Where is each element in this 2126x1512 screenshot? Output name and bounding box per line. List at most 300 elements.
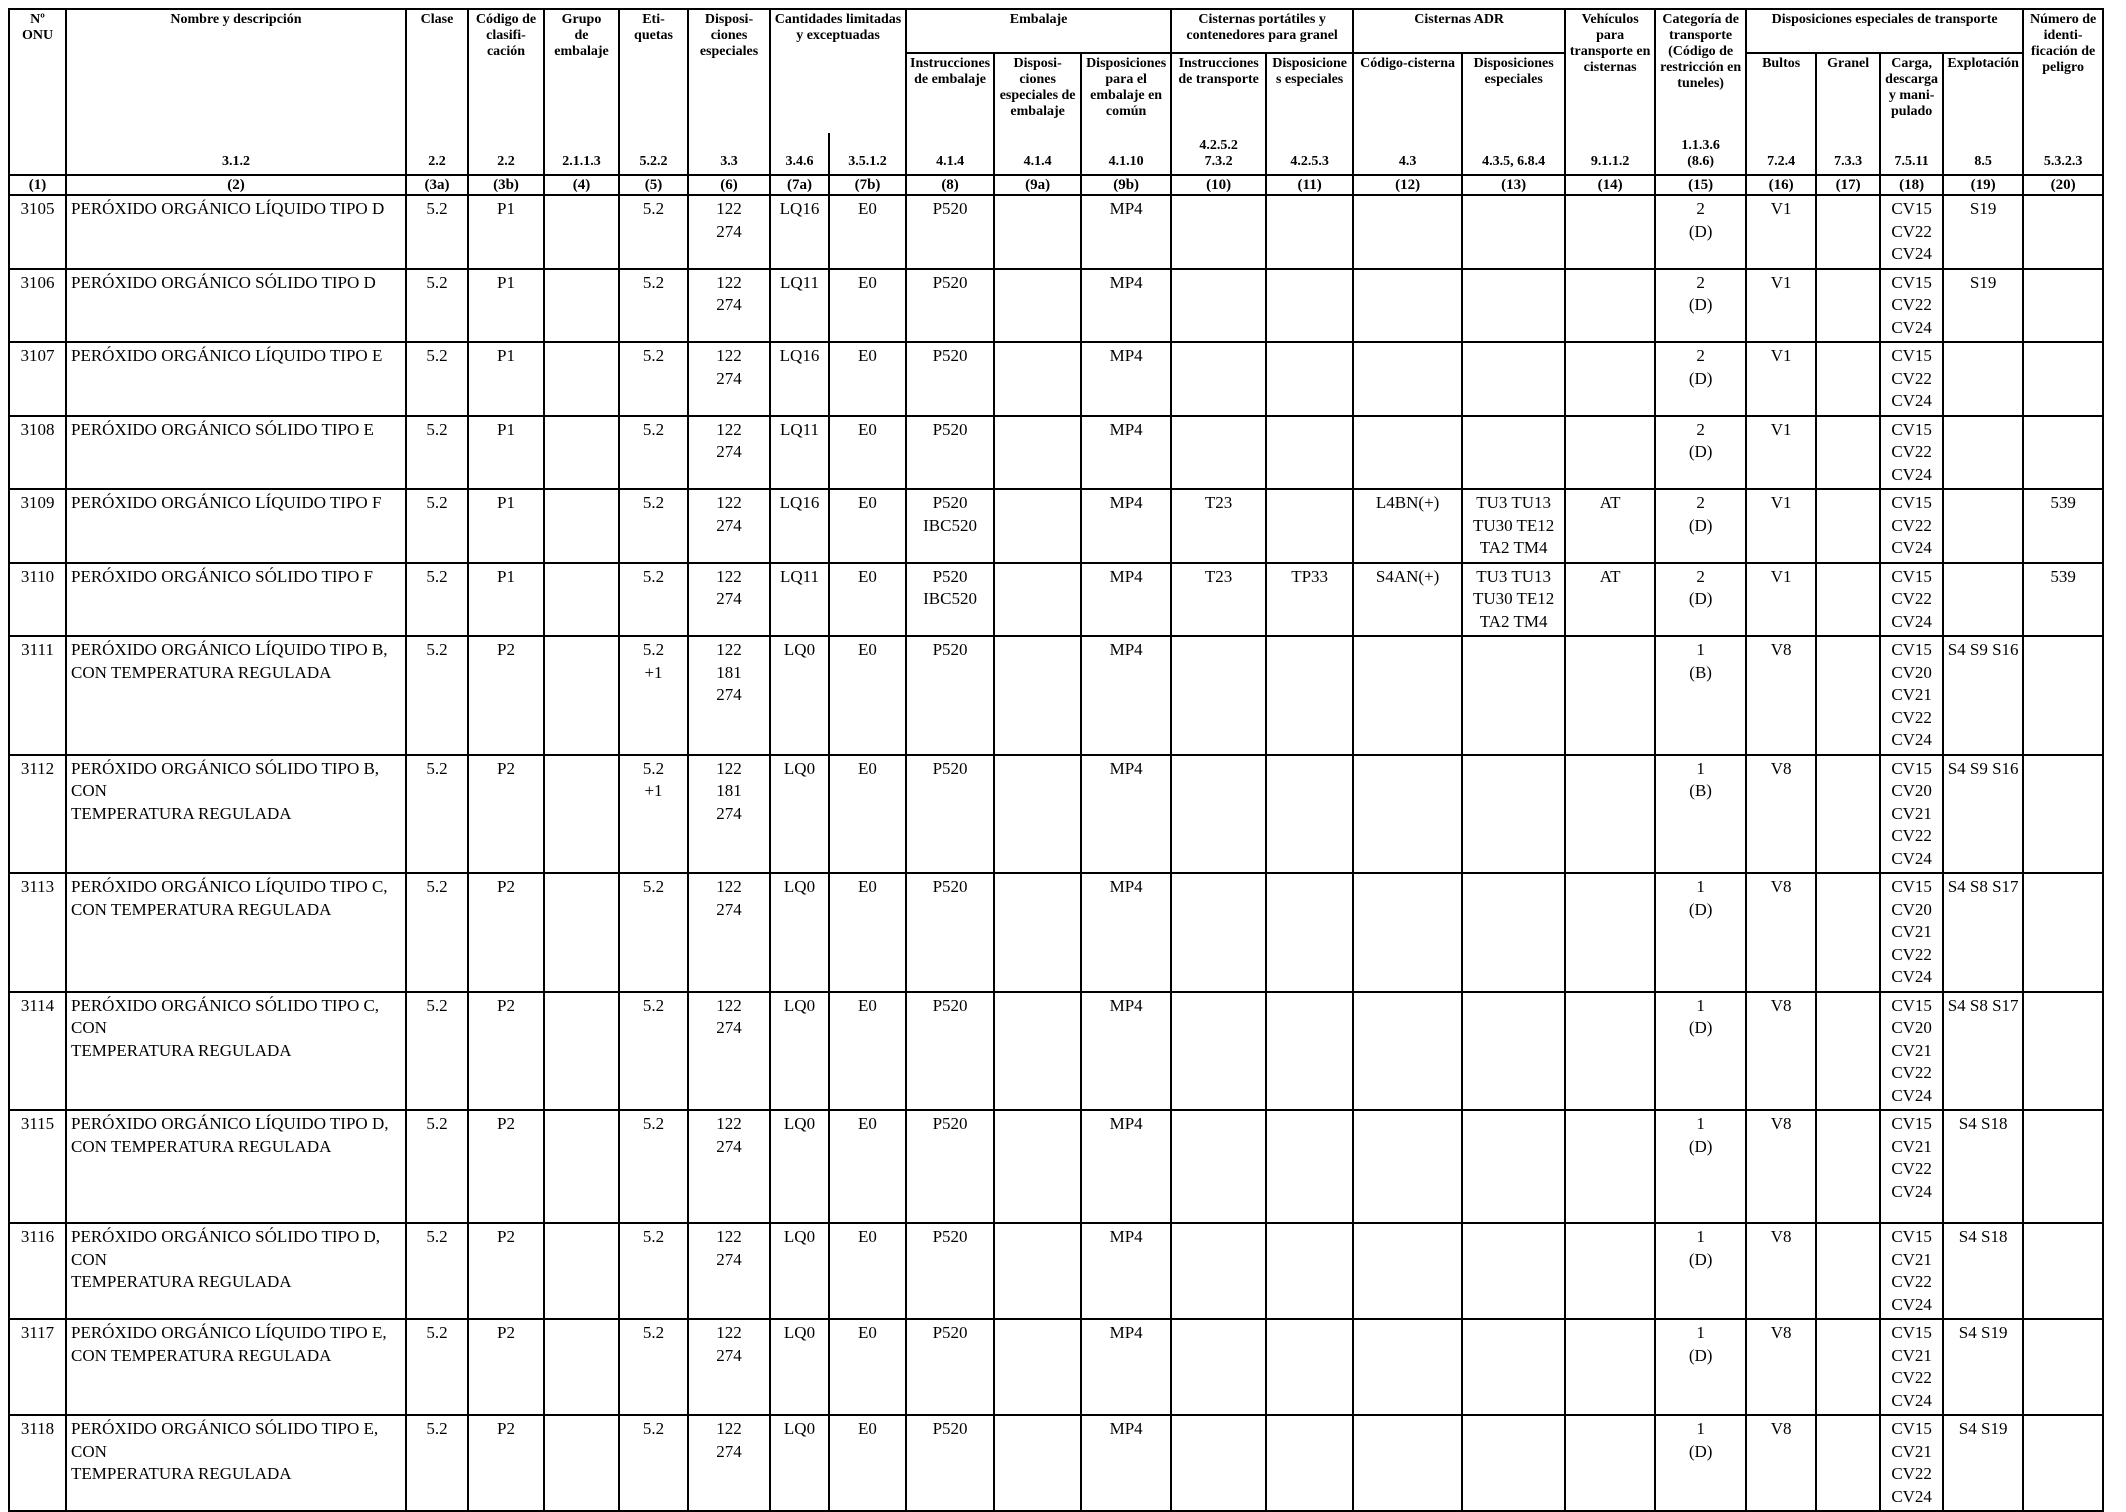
cell-portable-tank-instruction xyxy=(1171,416,1266,490)
header-categoria: Categoría de transporte (Código de restricción en tuneles) xyxy=(1655,9,1746,133)
cell-un-number: 3106 xyxy=(9,269,66,343)
cell-class: 5.2 xyxy=(406,1415,468,1511)
cell-labels: 5.2 xyxy=(619,489,688,563)
cell-operation-provision: S4 S9 S16 xyxy=(1943,755,2023,874)
cell-portable-tank-instruction xyxy=(1171,755,1266,874)
cell-labels: 5.2 xyxy=(619,269,688,343)
cell-classification-code: P1 xyxy=(468,563,544,637)
ref-bultos: 7.2.4 xyxy=(1746,133,1816,175)
cell-adr-tank-code xyxy=(1353,416,1462,490)
cell-classification-code: P2 xyxy=(468,755,544,874)
cell-hazard-id-number xyxy=(2023,195,2103,269)
header-adr-disp: Disposiciones especiales xyxy=(1462,53,1565,133)
cell-transport-category: 1 (B) xyxy=(1655,755,1746,874)
cell-mixed-packing: MP4 xyxy=(1081,269,1171,343)
cell-classification-code: P2 xyxy=(468,992,544,1111)
colnum-7b: (7b) xyxy=(829,175,906,195)
cell-packing-special-provisions xyxy=(994,563,1081,637)
cell-transport-category: 2 (D) xyxy=(1655,195,1746,269)
cell-packing-instruction: P520 xyxy=(906,636,994,755)
cell-loading-provision: CV15 CV22 CV24 xyxy=(1880,563,1943,637)
cell-portable-tank-instruction xyxy=(1171,1415,1266,1511)
cell-hazard-id-number xyxy=(2023,873,2103,992)
cell-limited-quantity: LQ11 xyxy=(770,269,829,343)
cell-excepted-quantity: E0 xyxy=(829,269,906,343)
cell-packing-special-provisions xyxy=(994,873,1081,992)
cell-loading-provision: CV15 CV22 CV24 xyxy=(1880,489,1943,563)
header-emb-instr: Instrucciones de embalaje xyxy=(906,53,994,133)
cell-portable-tank-provisions xyxy=(1266,755,1353,874)
cell-packing-instruction: P520 xyxy=(906,873,994,992)
ref-disposiciones: 3.3 xyxy=(688,133,770,175)
cell-portable-tank-provisions xyxy=(1266,342,1353,416)
cell-hazard-id-number: 539 xyxy=(2023,563,2103,637)
cell-tank-vehicle xyxy=(1565,1415,1655,1511)
cell-packing-instruction: P520 xyxy=(906,755,994,874)
header-un-no: Nº ONU xyxy=(9,9,66,133)
table-row xyxy=(9,1110,2103,1223)
cell-operation-provision: S4 S8 S17 xyxy=(1943,992,2023,1111)
ref-adr-codigo: 4.3 xyxy=(1353,133,1462,175)
cell-bulk-provision xyxy=(1816,1415,1880,1511)
cell-packing-instruction: P520 xyxy=(906,1415,994,1511)
cell-packing-instruction: P520 xyxy=(906,416,994,490)
cell-excepted-quantity: E0 xyxy=(829,755,906,874)
cell-operation-provision: S19 xyxy=(1943,195,2023,269)
cell-classification-code: P2 xyxy=(468,636,544,755)
cell-packing-instruction: P520 IBC520 xyxy=(906,563,994,637)
cell-packages-provision: V1 xyxy=(1746,489,1816,563)
cell-adr-tank-provisions xyxy=(1462,269,1565,343)
cell-adr-tank-code xyxy=(1353,1415,1462,1511)
cell-loading-provision: CV15 CV20 CV21 CV22 CV24 xyxy=(1880,992,1943,1111)
cell-classification-code: P1 xyxy=(468,269,544,343)
table-row xyxy=(9,563,2103,637)
cell-classification-code: P2 xyxy=(468,1110,544,1223)
ref-cp-instr: 4.2.5.2 7.3.2 xyxy=(1171,133,1266,175)
cell-bulk-provision xyxy=(1816,755,1880,874)
header-emb-disp: Disposi- ciones especiales de embalaje xyxy=(994,53,1081,133)
table-row xyxy=(9,416,2103,490)
cell-special-provisions: 122 274 xyxy=(688,269,770,343)
table-row xyxy=(9,992,2103,1111)
cell-class: 5.2 xyxy=(406,269,468,343)
cell-name-description: PERÓXIDO ORGÁNICO LÍQUIDO TIPO B, CON TEMPERATURA REGULADA xyxy=(66,636,406,755)
cell-adr-tank-provisions xyxy=(1462,195,1565,269)
cell-limited-quantity: LQ16 xyxy=(770,195,829,269)
cell-packing-special-provisions xyxy=(994,1415,1081,1511)
cell-un-number: 3117 xyxy=(9,1319,66,1415)
colnum-9b: (9b) xyxy=(1081,175,1171,195)
cell-loading-provision: CV15 CV22 CV24 xyxy=(1880,269,1943,343)
cell-labels: 5.2 xyxy=(619,1319,688,1415)
cell-adr-tank-provisions xyxy=(1462,755,1565,874)
cell-name-description: PERÓXIDO ORGÁNICO LÍQUIDO TIPO C, CON TEMPERATURA REGULADA xyxy=(66,873,406,992)
cell-class: 5.2 xyxy=(406,416,468,490)
cell-adr-tank-code xyxy=(1353,269,1462,343)
cell-special-provisions: 122 274 xyxy=(688,1110,770,1223)
cell-operation-provision xyxy=(1943,489,2023,563)
cell-operation-provision xyxy=(1943,563,2023,637)
cell-bulk-provision xyxy=(1816,1110,1880,1223)
cell-packing-instruction: P520 xyxy=(906,992,994,1111)
cell-transport-category: 2 (D) xyxy=(1655,416,1746,490)
colnum-3b: (3b) xyxy=(468,175,544,195)
cell-packages-provision: V8 xyxy=(1746,755,1816,874)
cell-portable-tank-provisions xyxy=(1266,873,1353,992)
cell-tank-vehicle xyxy=(1565,992,1655,1111)
cell-packing-instruction: P520 xyxy=(906,1319,994,1415)
cell-adr-tank-provisions xyxy=(1462,873,1565,992)
header-carga: Carga, descarga y mani- pulado xyxy=(1880,53,1943,133)
cell-loading-provision: CV15 CV21 CV22 CV24 xyxy=(1880,1415,1943,1511)
cell-special-provisions: 122 274 xyxy=(688,563,770,637)
cell-mixed-packing: MP4 xyxy=(1081,1110,1171,1223)
cell-transport-category: 1 (D) xyxy=(1655,992,1746,1111)
cell-portable-tank-instruction xyxy=(1171,992,1266,1111)
cell-classification-code: P1 xyxy=(468,342,544,416)
cell-hazard-id-number xyxy=(2023,992,2103,1111)
cell-operation-provision xyxy=(1943,342,2023,416)
cell-bulk-provision xyxy=(1816,1319,1880,1415)
cell-un-number: 3114 xyxy=(9,992,66,1111)
cell-limited-quantity: LQ0 xyxy=(770,755,829,874)
table-row xyxy=(9,269,2103,343)
cell-labels: 5.2 xyxy=(619,416,688,490)
cell-mixed-packing: MP4 xyxy=(1081,1319,1171,1415)
ref-categoria: 1.1.3.6 (8.6) xyxy=(1655,133,1746,175)
cell-limited-quantity: LQ11 xyxy=(770,416,829,490)
cell-name-description: PERÓXIDO ORGÁNICO SÓLIDO TIPO C, CON TEMPERATURA REGULADA xyxy=(66,992,406,1111)
cell-transport-category: 2 (D) xyxy=(1655,489,1746,563)
cell-packing-group xyxy=(544,269,619,343)
cell-hazard-id-number xyxy=(2023,1110,2103,1223)
cell-tank-vehicle xyxy=(1565,1110,1655,1223)
cell-packing-group xyxy=(544,195,619,269)
header-name: Nombre y descripción xyxy=(66,9,406,133)
cell-classification-code: P2 xyxy=(468,873,544,992)
cell-portable-tank-instruction xyxy=(1171,195,1266,269)
colnum-18: (18) xyxy=(1880,175,1943,195)
ref-adr-disp: 4.3.5, 6.8.4 xyxy=(1462,133,1565,175)
colnum-15: (15) xyxy=(1655,175,1746,195)
header-emb-comun: Disposiciones para el embalaje en común xyxy=(1081,53,1171,133)
cell-transport-category: 2 (D) xyxy=(1655,269,1746,343)
cell-name-description: PERÓXIDO ORGÁNICO LÍQUIDO TIPO D xyxy=(66,195,406,269)
ref-explotacion: 8.5 xyxy=(1943,133,2023,175)
cell-hazard-id-number xyxy=(2023,1319,2103,1415)
cell-portable-tank-instruction xyxy=(1171,269,1266,343)
cell-hazard-id-number: 539 xyxy=(2023,489,2103,563)
cell-tank-vehicle: AT xyxy=(1565,489,1655,563)
cell-mixed-packing: MP4 xyxy=(1081,1223,1171,1319)
cell-classification-code: P1 xyxy=(468,489,544,563)
cell-un-number: 3108 xyxy=(9,416,66,490)
header-vehiculos: Vehículos para transporte en cisternas xyxy=(1565,9,1655,133)
colnum-5: (5) xyxy=(619,175,688,195)
cell-loading-provision: CV15 CV21 CV22 CV24 xyxy=(1880,1319,1943,1415)
cell-adr-tank-provisions: TU3 TU13 TU30 TE12 TA2 TM4 xyxy=(1462,563,1565,637)
cell-portable-tank-provisions xyxy=(1266,269,1353,343)
cell-hazard-id-number xyxy=(2023,755,2103,874)
cell-packing-instruction: P520 xyxy=(906,1110,994,1223)
cell-packing-instruction: P520 xyxy=(906,195,994,269)
cell-class: 5.2 xyxy=(406,1223,468,1319)
cell-name-description: PERÓXIDO ORGÁNICO LÍQUIDO TIPO D, CON TEMPERATURA REGULADA xyxy=(66,1110,406,1223)
cell-special-provisions: 122 274 xyxy=(688,1223,770,1319)
cell-un-number: 3116 xyxy=(9,1223,66,1319)
cell-adr-tank-provisions: TU3 TU13 TU30 TE12 TA2 TM4 xyxy=(1462,489,1565,563)
cell-transport-category: 1 (D) xyxy=(1655,1223,1746,1319)
cell-transport-category: 1 (D) xyxy=(1655,1415,1746,1511)
cell-labels: 5.2 xyxy=(619,1415,688,1511)
cell-limited-quantity: LQ0 xyxy=(770,1415,829,1511)
cell-operation-provision: S4 S19 xyxy=(1943,1415,2023,1511)
cell-special-provisions: 122 274 xyxy=(688,1319,770,1415)
ref-emb-comun: 4.1.10 xyxy=(1081,133,1171,175)
ref-granel: 7.3.3 xyxy=(1816,133,1880,175)
cell-packing-group xyxy=(544,416,619,490)
table-row xyxy=(9,342,2103,416)
cell-packing-group xyxy=(544,1415,619,1511)
header-cisternas-portatiles: Cisternas portátiles y contenedores para granel xyxy=(1171,9,1353,53)
cell-transport-category: 1 (D) xyxy=(1655,1319,1746,1415)
cell-excepted-quantity: E0 xyxy=(829,342,906,416)
cell-un-number: 3118 xyxy=(9,1415,66,1511)
cell-portable-tank-instruction xyxy=(1171,873,1266,992)
header-peligro: Número de identi- ficación de peligro xyxy=(2023,9,2103,133)
cell-packing-group xyxy=(544,755,619,874)
cell-special-provisions: 122 181 274 xyxy=(688,755,770,874)
cell-tank-vehicle xyxy=(1565,269,1655,343)
cell-adr-tank-code xyxy=(1353,1110,1462,1223)
cell-packages-provision: V8 xyxy=(1746,1223,1816,1319)
cell-labels: 5.2 xyxy=(619,563,688,637)
ref-cantidades-a: 3.4.6 xyxy=(770,133,829,175)
cell-loading-provision: CV15 CV21 CV22 CV24 xyxy=(1880,1110,1943,1223)
cell-loading-provision: CV15 CV22 CV24 xyxy=(1880,416,1943,490)
cell-mixed-packing: MP4 xyxy=(1081,489,1171,563)
cell-packing-group xyxy=(544,1110,619,1223)
cell-classification-code: P2 xyxy=(468,1223,544,1319)
cell-class: 5.2 xyxy=(406,992,468,1111)
cell-excepted-quantity: E0 xyxy=(829,992,906,1111)
ref-name: 3.1.2 xyxy=(66,133,406,175)
cell-hazard-id-number xyxy=(2023,269,2103,343)
colnum-11: (11) xyxy=(1266,175,1353,195)
cell-operation-provision: S4 S18 xyxy=(1943,1223,2023,1319)
cell-bulk-provision xyxy=(1816,416,1880,490)
header-disp-transporte: Disposiciones especiales de transporte xyxy=(1746,9,2023,53)
cell-packages-provision: V8 xyxy=(1746,1319,1816,1415)
cell-transport-category: 1 (D) xyxy=(1655,1110,1746,1223)
cell-excepted-quantity: E0 xyxy=(829,636,906,755)
cell-labels: 5.2 xyxy=(619,342,688,416)
header-embalaje: Embalaje xyxy=(906,9,1171,53)
cell-tank-vehicle xyxy=(1565,636,1655,755)
cell-limited-quantity: LQ16 xyxy=(770,489,829,563)
cell-adr-tank-provisions xyxy=(1462,1110,1565,1223)
cell-adr-tank-provisions xyxy=(1462,342,1565,416)
cell-name-description: PERÓXIDO ORGÁNICO LÍQUIDO TIPO E xyxy=(66,342,406,416)
cell-portable-tank-provisions xyxy=(1266,992,1353,1111)
colnum-17: (17) xyxy=(1816,175,1880,195)
cell-tank-vehicle xyxy=(1565,1319,1655,1415)
cell-adr-tank-code xyxy=(1353,992,1462,1111)
cell-mixed-packing: MP4 xyxy=(1081,342,1171,416)
cell-excepted-quantity: E0 xyxy=(829,1110,906,1223)
table-row xyxy=(9,636,2103,755)
cell-adr-tank-code xyxy=(1353,873,1462,992)
cell-packing-group xyxy=(544,992,619,1111)
cell-packing-special-provisions xyxy=(994,195,1081,269)
cell-bulk-provision xyxy=(1816,269,1880,343)
cell-packing-group xyxy=(544,636,619,755)
cell-packing-instruction: P520 xyxy=(906,342,994,416)
cell-portable-tank-instruction xyxy=(1171,342,1266,416)
cell-adr-tank-provisions xyxy=(1462,992,1565,1111)
ref-etiquetas: 5.2.2 xyxy=(619,133,688,175)
cell-portable-tank-instruction xyxy=(1171,636,1266,755)
cell-un-number: 3111 xyxy=(9,636,66,755)
cell-hazard-id-number xyxy=(2023,342,2103,416)
cell-adr-tank-code xyxy=(1353,1223,1462,1319)
table-row xyxy=(9,873,2103,992)
colnum-10: (10) xyxy=(1171,175,1266,195)
cell-portable-tank-provisions xyxy=(1266,636,1353,755)
cell-operation-provision: S4 S19 xyxy=(1943,1319,2023,1415)
table-row xyxy=(9,755,2103,874)
cell-name-description: PERÓXIDO ORGÁNICO LÍQUIDO TIPO F xyxy=(66,489,406,563)
cell-limited-quantity: LQ0 xyxy=(770,1319,829,1415)
cell-excepted-quantity: E0 xyxy=(829,563,906,637)
cell-packages-provision: V1 xyxy=(1746,563,1816,637)
cell-labels: 5.2 xyxy=(619,873,688,992)
cell-name-description: PERÓXIDO ORGÁNICO LÍQUIDO TIPO E, CON TEMPERATURA REGULADA xyxy=(66,1319,406,1415)
table-row xyxy=(9,489,2103,563)
header-clase: Clase xyxy=(406,9,468,133)
table-body xyxy=(9,195,2103,1511)
cell-class: 5.2 xyxy=(406,195,468,269)
cell-packing-group xyxy=(544,342,619,416)
cell-packing-group xyxy=(544,873,619,992)
cell-tank-vehicle xyxy=(1565,873,1655,992)
cell-adr-tank-code xyxy=(1353,195,1462,269)
colnum-1: (1) xyxy=(9,175,66,195)
colnum-20: (20) xyxy=(2023,175,2103,195)
cell-un-number: 3110 xyxy=(9,563,66,637)
cell-bulk-provision xyxy=(1816,489,1880,563)
cell-tank-vehicle: AT xyxy=(1565,563,1655,637)
cell-portable-tank-provisions xyxy=(1266,1110,1353,1223)
cell-mixed-packing: MP4 xyxy=(1081,416,1171,490)
cell-class: 5.2 xyxy=(406,636,468,755)
cell-excepted-quantity: E0 xyxy=(829,873,906,992)
cell-special-provisions: 122 274 xyxy=(688,992,770,1111)
cell-class: 5.2 xyxy=(406,755,468,874)
cell-hazard-id-number xyxy=(2023,416,2103,490)
cell-special-provisions: 122 274 xyxy=(688,416,770,490)
cell-loading-provision: CV15 CV20 CV21 CV22 CV24 xyxy=(1880,873,1943,992)
cell-class: 5.2 xyxy=(406,1110,468,1223)
cell-transport-category: 2 (D) xyxy=(1655,342,1746,416)
cell-labels: 5.2 xyxy=(619,195,688,269)
cell-tank-vehicle xyxy=(1565,755,1655,874)
cell-hazard-id-number xyxy=(2023,1223,2103,1319)
cell-limited-quantity: LQ16 xyxy=(770,342,829,416)
cell-mixed-packing: MP4 xyxy=(1081,992,1171,1111)
cell-un-number: 3109 xyxy=(9,489,66,563)
cell-tank-vehicle xyxy=(1565,342,1655,416)
cell-adr-tank-provisions xyxy=(1462,1319,1565,1415)
cell-labels: 5.2 xyxy=(619,1223,688,1319)
colnum-19: (19) xyxy=(1943,175,2023,195)
cell-adr-tank-code xyxy=(1353,342,1462,416)
colnum-3a: (3a) xyxy=(406,175,468,195)
cell-adr-tank-code: L4BN(+) xyxy=(1353,489,1462,563)
cell-bulk-provision xyxy=(1816,992,1880,1111)
header-explotacion: Explotación xyxy=(1943,53,2023,133)
cell-bulk-provision xyxy=(1816,1223,1880,1319)
colnum-14: (14) xyxy=(1565,175,1655,195)
cell-packing-special-provisions xyxy=(994,992,1081,1111)
cell-packing-group xyxy=(544,563,619,637)
cell-packing-group xyxy=(544,1319,619,1415)
cell-tank-vehicle xyxy=(1565,416,1655,490)
header-disposiciones: Disposi- ciones especiales xyxy=(688,9,770,133)
cell-portable-tank-provisions xyxy=(1266,489,1353,563)
cell-packing-instruction: P520 IBC520 xyxy=(906,489,994,563)
cell-packages-provision: V8 xyxy=(1746,636,1816,755)
cell-packages-provision: V8 xyxy=(1746,992,1816,1111)
ref-carga: 7.5.11 xyxy=(1880,133,1943,175)
cell-name-description: PERÓXIDO ORGÁNICO SÓLIDO TIPO D xyxy=(66,269,406,343)
header-granel: Granel xyxy=(1816,53,1880,133)
cell-portable-tank-provisions xyxy=(1266,416,1353,490)
cell-packing-special-provisions xyxy=(994,342,1081,416)
colnum-6: (6) xyxy=(688,175,770,195)
colnum-12: (12) xyxy=(1353,175,1462,195)
cell-packages-provision: V8 xyxy=(1746,1415,1816,1511)
cell-packing-special-provisions xyxy=(994,636,1081,755)
cell-excepted-quantity: E0 xyxy=(829,195,906,269)
ref-cp-disp: 4.2.5.3 xyxy=(1266,133,1353,175)
cell-adr-tank-provisions xyxy=(1462,1415,1565,1511)
cell-tank-vehicle xyxy=(1565,195,1655,269)
cell-adr-tank-provisions xyxy=(1462,416,1565,490)
cell-packages-provision: V1 xyxy=(1746,416,1816,490)
cell-packing-special-provisions xyxy=(994,416,1081,490)
cell-excepted-quantity: E0 xyxy=(829,489,906,563)
cell-loading-provision: CV15 CV22 CV24 xyxy=(1880,195,1943,269)
cell-class: 5.2 xyxy=(406,489,468,563)
header-grupo: Grupo de embalaje xyxy=(544,9,619,133)
header-cantidades: Cantidades limitadas y exceptuadas xyxy=(770,9,906,133)
cell-un-number: 3115 xyxy=(9,1110,66,1223)
cell-name-description: PERÓXIDO ORGÁNICO SÓLIDO TIPO F xyxy=(66,563,406,637)
cell-packing-group xyxy=(544,1223,619,1319)
ref-codigo: 2.2 xyxy=(468,133,544,175)
cell-portable-tank-instruction xyxy=(1171,1110,1266,1223)
cell-un-number: 3107 xyxy=(9,342,66,416)
cell-limited-quantity: LQ0 xyxy=(770,873,829,992)
cell-special-provisions: 122 181 274 xyxy=(688,636,770,755)
cell-portable-tank-provisions xyxy=(1266,1415,1353,1511)
cell-name-description: PERÓXIDO ORGÁNICO SÓLIDO TIPO E, CON TEMPERATURA REGULADA xyxy=(66,1415,406,1511)
cell-packages-provision: V8 xyxy=(1746,1110,1816,1223)
cell-special-provisions: 122 274 xyxy=(688,195,770,269)
cell-tank-vehicle xyxy=(1565,1223,1655,1319)
